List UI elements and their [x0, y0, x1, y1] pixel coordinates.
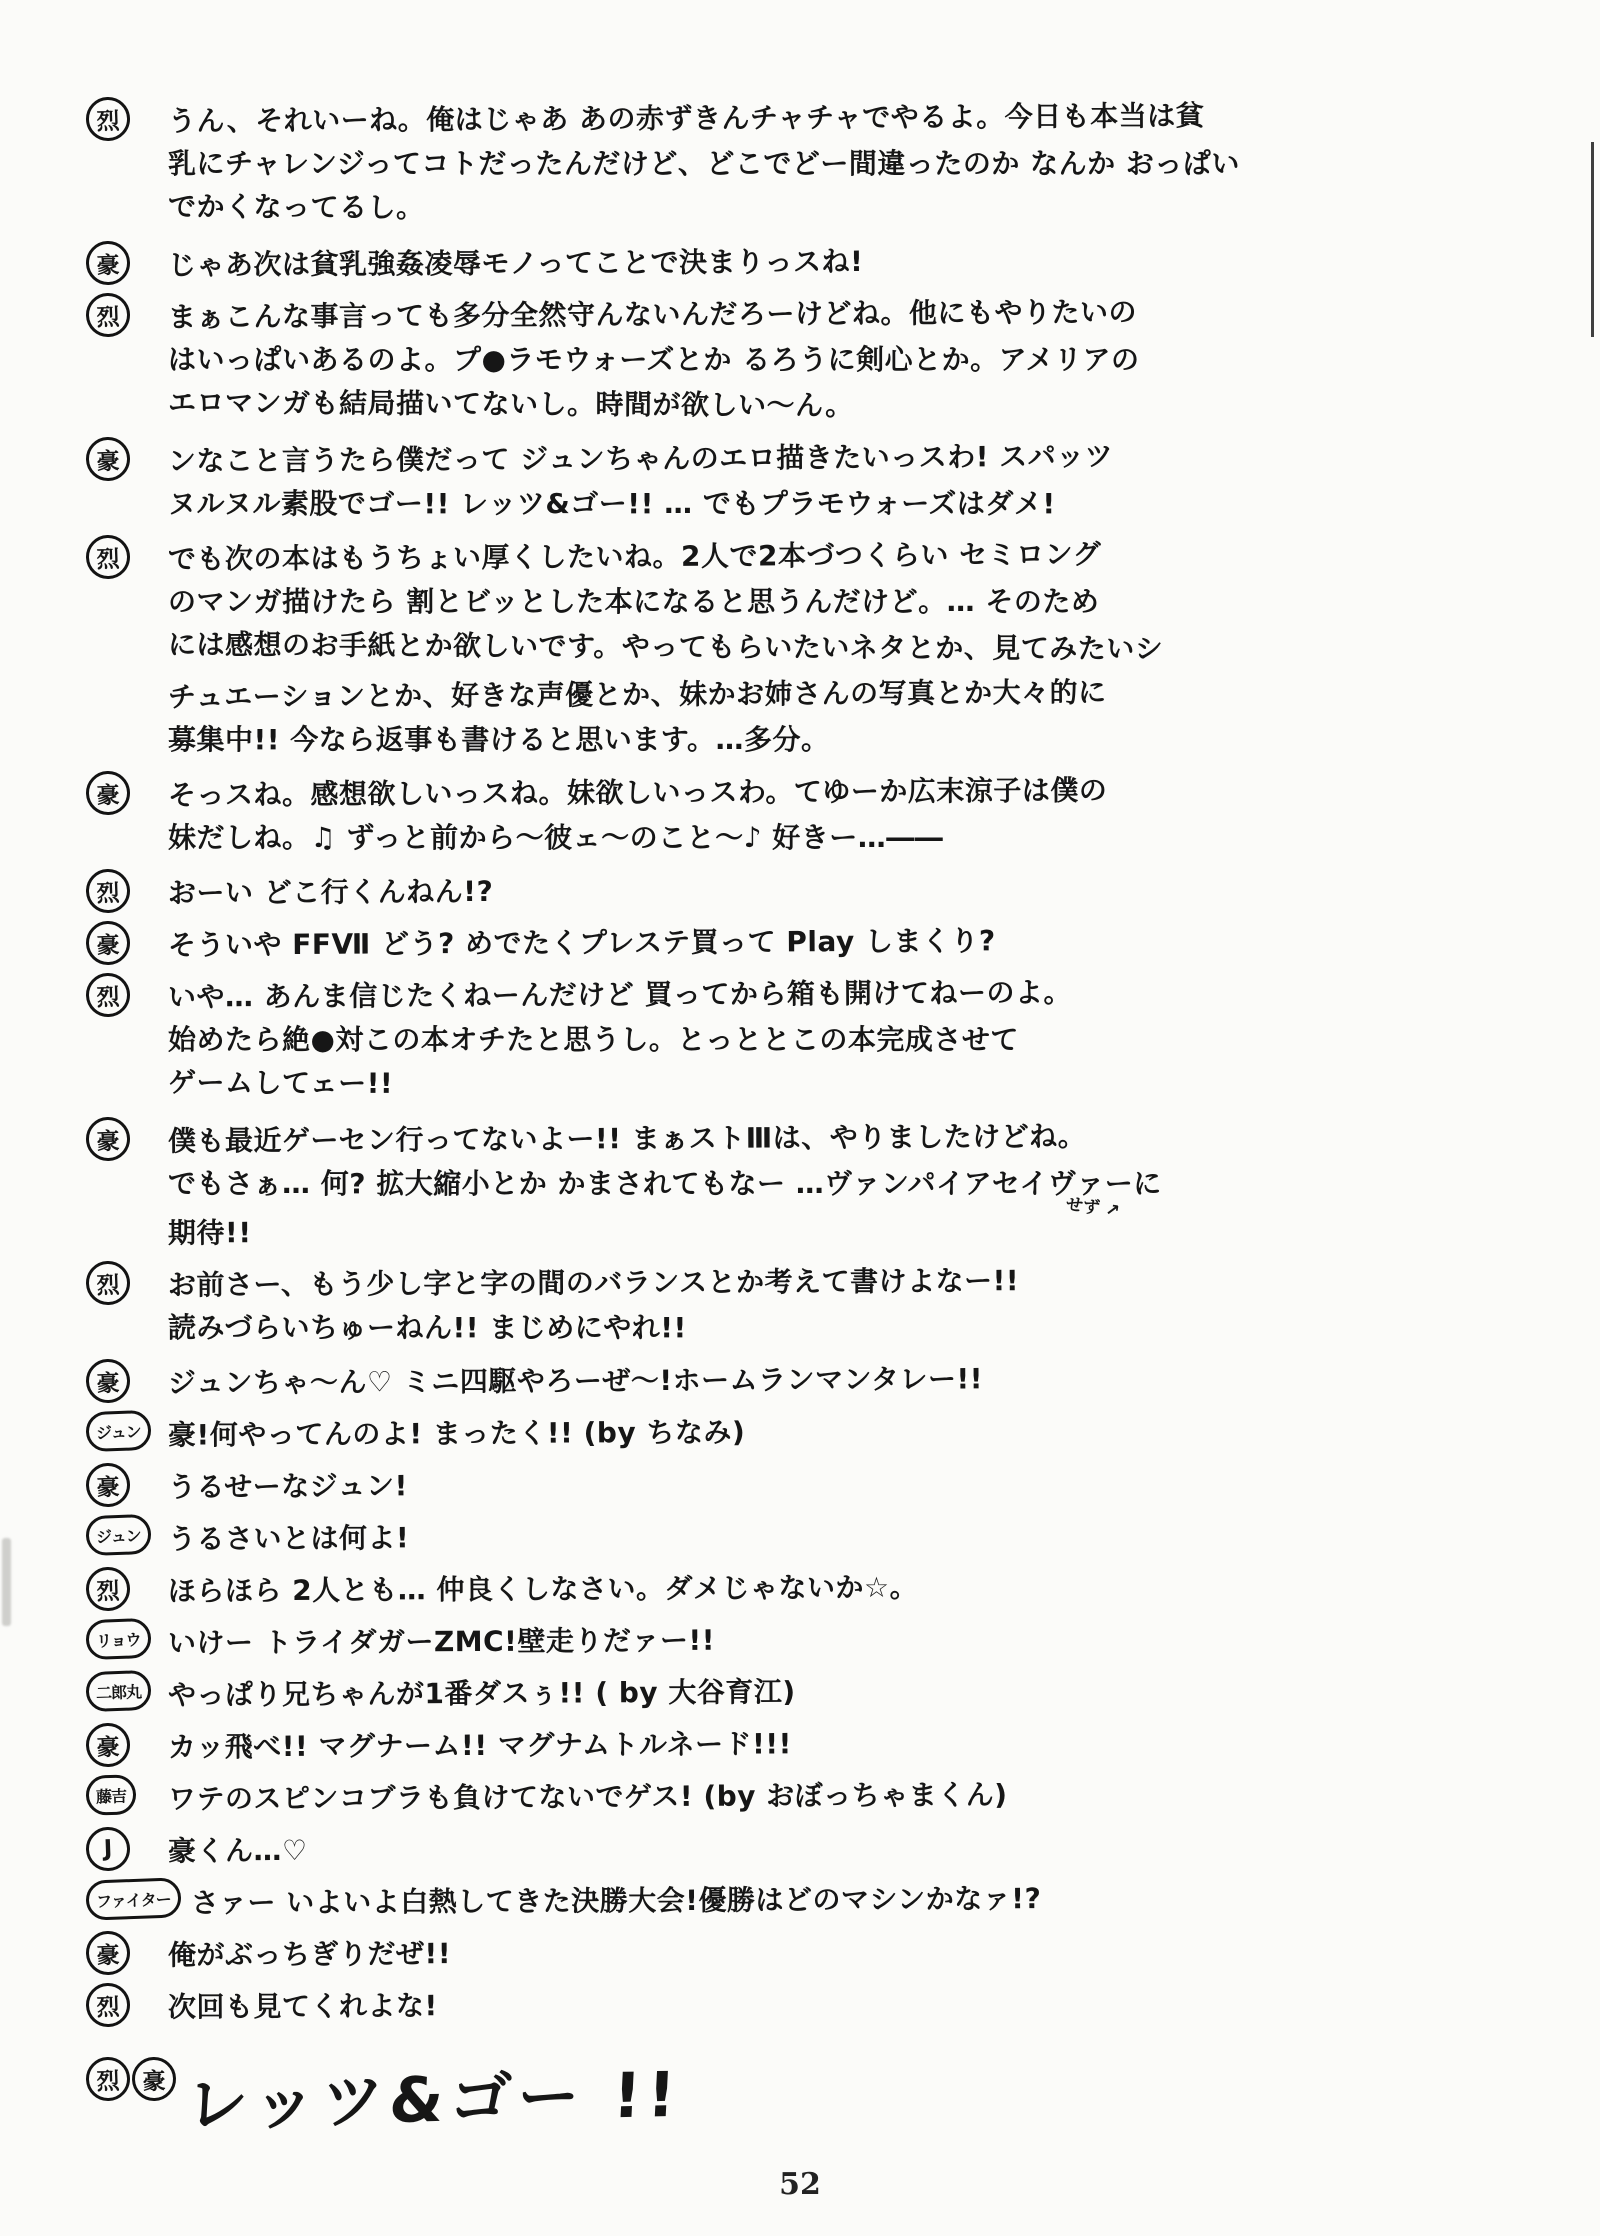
dialogue-line: ヌルヌル素股でゴー!! レッツ&ゴー!! … でもプラモウォーズはダメ!: [168, 487, 1056, 520]
speaker-label: 豪: [131, 2056, 177, 2102]
dialogue-entry: [86, 2033, 1540, 2141]
speaker-label: J: [85, 1826, 131, 1872]
dialogue-entry: [86, 291, 1540, 429]
speaker-cell: [86, 867, 158, 913]
dialogue-entry: [86, 239, 1540, 285]
dialogue-entry: [86, 1617, 1540, 1663]
speaker-cell: [86, 1981, 158, 2027]
dialogue-line: いや… あんま信じたくねーんだけど 買ってから箱も開けてねーのよ。: [167, 975, 1073, 1014]
dialogue-line: 豪!何やってんのよ! まったく!! (by ちなみ): [167, 1415, 746, 1452]
dialogue-line: 始めたら絶●対この本オチたと思うし。とっととこの本完成させて: [168, 1023, 1019, 1056]
dialogue-text: [168, 1981, 1540, 2027]
speaker-label: ジュン: [85, 1514, 151, 1556]
dialogue-entry: [86, 1115, 1540, 1253]
dialogue-text: [168, 1773, 1540, 1819]
speaker-cell: [86, 1773, 158, 1815]
dialogue-entry: [86, 919, 1540, 965]
speaker-label: リョウ: [85, 1618, 151, 1660]
page-number: 52: [779, 2167, 821, 2202]
speaker-label: 豪: [85, 1358, 131, 1404]
dialogue-entry: [86, 1773, 1540, 1819]
speaker-label: 豪: [85, 1930, 131, 1976]
speaker-cell: [86, 1115, 158, 1161]
dialogue-text: [168, 95, 1540, 233]
dialogue-text: [168, 1825, 1540, 1871]
speaker-label: 烈: [85, 2056, 131, 2102]
speaker-cell: [86, 1461, 158, 1507]
speaker-label: 烈: [85, 1260, 131, 1306]
dialogue-text: [168, 1357, 1540, 1403]
speaker-cell: [86, 1825, 158, 1871]
dialogue-line: おーい どこ行くんねん!?: [167, 874, 494, 910]
dialogue-text: [168, 1513, 1540, 1559]
dialogue-entry: [86, 971, 1540, 1109]
dialogue-line: まぁこんな事言っても多分全然守んないんだろーけどね。他にもやりたいの: [167, 295, 1138, 334]
speaker-label: 豪: [85, 1722, 131, 1768]
dialogue-line: カッ飛べ!! マグナーム!! マグナムトルネード!!!: [167, 1727, 792, 1764]
speaker-cell: [86, 919, 158, 965]
speaker-cell: [86, 1617, 158, 1659]
speaker-label: 豪: [85, 1116, 131, 1162]
dialogue-text: [168, 1617, 1540, 1663]
speaker-label: 豪: [85, 240, 131, 286]
speaker-label: 二郎丸: [85, 1670, 151, 1712]
speaker-cell: [86, 2033, 176, 2101]
speaker-label: ジュン: [85, 1410, 151, 1452]
dialogue-text: [168, 919, 1540, 965]
speaker-cell: [86, 435, 158, 481]
speaker-cell: [86, 1929, 158, 1975]
speaker-label: 烈: [85, 96, 131, 142]
speaker-label: ファイター: [85, 1877, 181, 1920]
margin-note: せず ↗: [1064, 1194, 1121, 1222]
dialogue-entry: [86, 1825, 1540, 1871]
dialogue-entry: [86, 1357, 1540, 1403]
speaker-cell: [86, 1409, 158, 1451]
dialogue-line: 募集中!! 今なら返事も書けると思います。…多分。: [168, 723, 830, 756]
speaker-label: 豪: [85, 1462, 131, 1508]
dialogue-line: うん、それいーね。俺はじゃあ あの赤ずきんチャチャでやるよ。今日も本当は貧: [167, 99, 1205, 138]
speaker-label: 烈: [85, 1566, 131, 1612]
dialogue-entry: [86, 769, 1540, 861]
dialogue-entry: [86, 1721, 1540, 1767]
speaker-cell: [86, 1259, 158, 1305]
dialogue-line: そっスね。感想欲しいっスね。妹欲しいっスわ。てゆーか広末涼子は僕の: [167, 773, 1108, 812]
dialogue-text: [168, 1461, 1540, 1507]
dialogue-line: 僕も最近ゲーセン行ってないよー!! まぁストⅢは、やりましたけどね。: [167, 1119, 1087, 1158]
dialogue-line: 期待!!: [167, 1216, 252, 1250]
speaker-label: 烈: [85, 972, 131, 1018]
dialogue-entry: [86, 95, 1540, 233]
speaker-label: 烈: [85, 868, 131, 914]
dialogue-line: うるせーなジュン!: [167, 1469, 408, 1504]
dialogue-line: 乳にチャレンジってコトだったんだけど、どこでどー間違ったのか なんか おっぱい: [168, 147, 1240, 180]
dialogue-line: そういや FFⅦ どう? めでたくプレステ買って Play しまくり?: [167, 924, 996, 962]
dialogue-entry: [86, 1513, 1540, 1559]
speaker-label: 豪: [85, 436, 131, 482]
scan-artifact-right-edge: [1591, 142, 1594, 337]
speaker-label: 豪: [85, 770, 131, 816]
dialogue-line: さァー いよいよ白熱してきた決勝大会!優勝はどのマシンかなァ!?: [190, 1882, 1042, 1920]
speaker-label: 烈: [85, 292, 131, 338]
dialogue-line: でもさぁ… 何? 拡大縮小とか かまされてもなー …ヴァンパイアセイヴァーに: [168, 1167, 1162, 1200]
dialogue-entry: [86, 533, 1540, 763]
speaker-cell: [86, 1877, 181, 1919]
dialogue-line: ジュンちゃ〜ん♡ ミニ四駆やろーぜ〜!ホームランマンタレー!!: [167, 1362, 984, 1400]
speaker-label: 豪: [85, 920, 131, 966]
dialogue-line: うるさいとは何よ!: [167, 1521, 410, 1556]
dialogue-line: お前さー、もう少し字と字の間のバランスとか考えて書けよなー!!: [167, 1264, 1020, 1302]
speaker-cell: [86, 533, 158, 579]
speaker-cell: [86, 1669, 158, 1711]
dialogue-line: 妹だしね。♫ ずっと前から〜彼ェ〜のこと〜♪ 好きー…――: [168, 821, 944, 854]
dialogue-line: いけー トライダガーZMC!壁走りだァー!!: [167, 1623, 716, 1660]
speaker-cell: [86, 291, 158, 337]
speaker-cell: [86, 1721, 158, 1767]
dialogue-entry: [86, 1981, 1540, 2027]
speaker-cell: [86, 1565, 158, 1611]
dialogue-text: [168, 239, 1540, 285]
dialogue-line: 読みづらいちゅーねん!! まじめにやれ!!: [168, 1311, 687, 1344]
dialogue-entry: [86, 1461, 1540, 1507]
dialogue-text: [168, 1721, 1540, 1767]
dialogue-text: [168, 971, 1540, 1109]
dialogue-line: 次回も見てくれよな!: [167, 1989, 438, 2024]
dialogue-entry: [86, 435, 1540, 527]
dialogue-text: [168, 1565, 1540, 1611]
dialogue-line: やっぱり兄ちゃんが1番ダスぅ!! ( by 大谷育江): [167, 1675, 796, 1712]
dialogue-entry: [86, 1877, 1540, 1923]
dialogue-entry: [86, 1669, 1540, 1715]
dialogue-line: 俺がぶっちぎりだぜ!!: [167, 1937, 452, 1972]
dialogue-text: [168, 291, 1540, 429]
speaker-label: 烈: [85, 1982, 131, 2028]
speaker-cell: [86, 95, 158, 141]
dialogue-text: [168, 1669, 1540, 1715]
dialogue-text: [168, 1929, 1540, 1975]
dialogue-line: には感想のお手紙とか欲しいです。やってもらいたいネタとか、見てみたいシ: [167, 628, 1164, 666]
scan-artifact-left-margin: [2, 1538, 11, 1626]
dialogue-text: [168, 435, 1540, 527]
dialogue-text: [168, 1259, 1540, 1351]
dialogue-text: [168, 769, 1540, 861]
dialogue-line: ほらほら 2人とも… 仲良くしなさい。ダメじゃないか☆。: [167, 1570, 919, 1608]
dialogue-entry: [86, 1929, 1540, 1975]
dialogue-line: じゃあ次は貧乳強姦凌辱モノってことで決まりっスね!: [167, 244, 864, 282]
dialogue-line: のマンガ描けたら 割とビッとした本になると思うんだけど。… そのため: [168, 585, 1100, 618]
dialogue-entry: [86, 1409, 1540, 1455]
dialogue-line: ンなこと言うたら僕だって ジュンちゃんのエロ描きたいっスわ! スパッツ: [167, 439, 1114, 478]
dialogue-text: [168, 1115, 1540, 1253]
dialogue-list: [86, 95, 1540, 2141]
dialogue-line: チュエーションとか、好きな声優とか、妹かお姉さんの写真とか大々的に: [167, 675, 1107, 714]
dialogue-line: はいっぱいあるのよ。プ●ラモウォーズとか るろうに剣心とか。アメリアの: [168, 343, 1140, 376]
dialogue-text: [168, 1409, 1540, 1455]
dialogue-entry: [86, 1259, 1540, 1351]
dialogue-entry: [86, 1565, 1540, 1611]
speaker-label: 藤吉: [85, 1774, 136, 1816]
speaker-cell: [86, 1357, 158, 1403]
dialogue-line: 豪くん…♡: [167, 1833, 308, 1868]
dialogue-line: レッツ&ゴー !!: [184, 2057, 684, 2142]
speaker-cell: [86, 1513, 158, 1555]
dialogue-line: ゲームしてェー!!: [167, 1066, 394, 1100]
dialogue-line: ワテのスピンコブラも負けてないでゲス! (by おぼっちゃまくん): [167, 1778, 1008, 1816]
speaker-cell: [86, 239, 158, 285]
dialogue-text: [168, 533, 1540, 763]
dialogue-entry: [86, 867, 1540, 913]
dialogue-text: [191, 1877, 1540, 1923]
dialogue-line: でも次の本はもうちょい厚くしたいね。2人で2本づつくらい セミロング: [167, 537, 1102, 576]
dialogue-text: [186, 2033, 1540, 2141]
dialogue-line: エロマンガも結局描いてないし。時間が欲しい〜ん。: [167, 386, 854, 422]
dialogue-line: でかくなってるし。: [167, 190, 425, 225]
speaker-cell: [86, 971, 158, 1017]
speaker-label: 烈: [85, 534, 131, 580]
speaker-cell: [86, 769, 158, 815]
dialogue-text: [168, 867, 1540, 913]
